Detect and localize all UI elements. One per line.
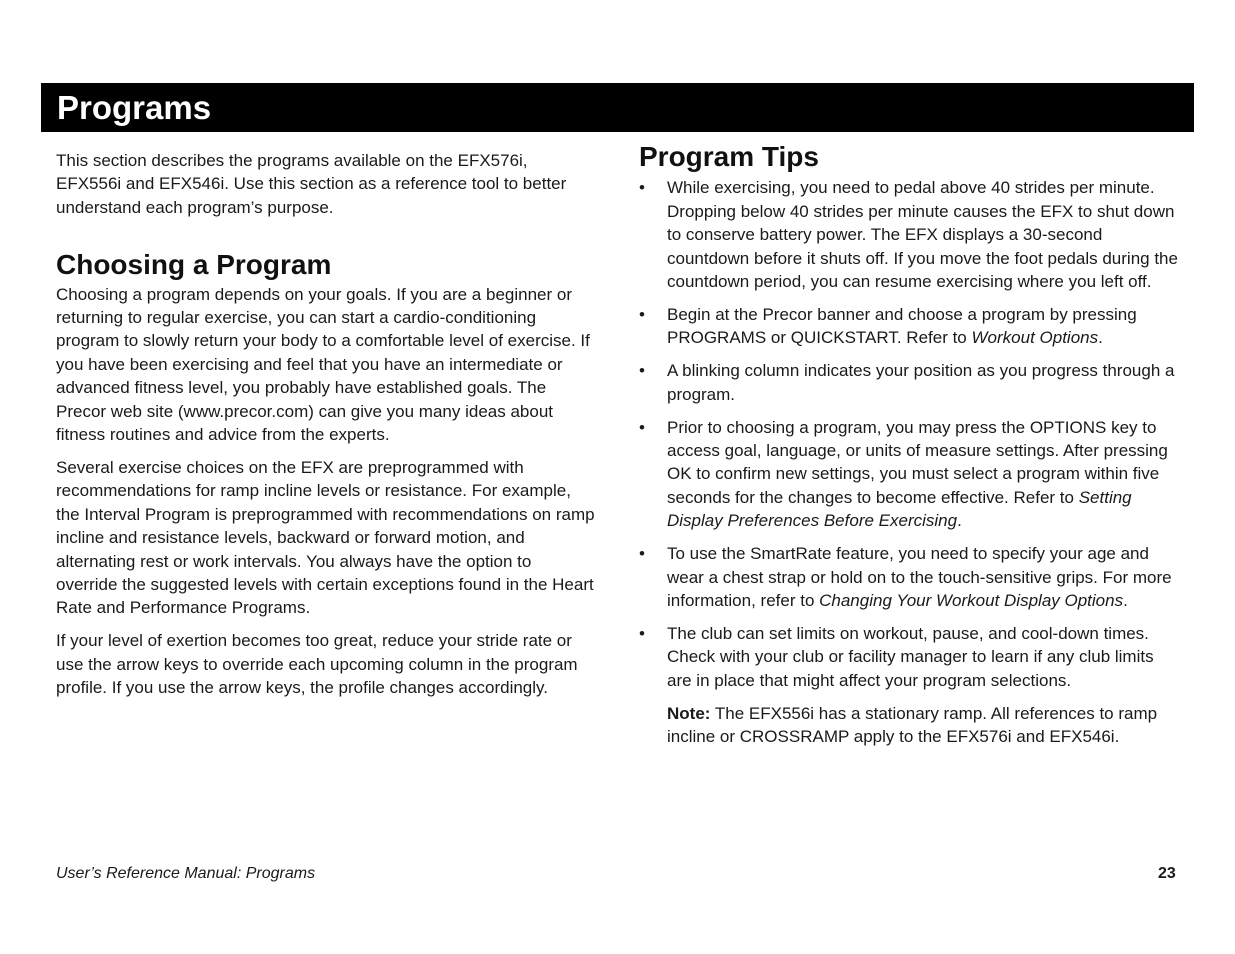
cross-reference: Setting Display Preferences Before Exercising xyxy=(667,487,1132,531)
note-label: Note: xyxy=(667,703,711,723)
bullet-icon: • xyxy=(639,304,645,324)
tips-list xyxy=(639,176,1179,692)
bullet-icon: • xyxy=(639,544,645,564)
list-item: • Begin at the Precor banner and choose a program by pressing PROGRAMS or QUICKSTART. Refer to Workout Options. xyxy=(639,304,1137,348)
list-item: • To use the SmartRate feature, you need to specify your age and wear a chest strap or hold on to the touch-sensitive grips. For more information, refer to Changing Your Workout Display Options. xyxy=(639,544,1172,610)
bullet-icon: • xyxy=(639,623,645,643)
paragraph: If your level of exertion becomes too great, reduce your stride rate or use the arrow keys to override each upcoming column in the program profile. If you use the arrow keys, the profile changes accordingly. xyxy=(56,631,578,698)
note: Note: The EFX556i has a stationary ramp. All references to ramp incline or CROSSRAMP apply to the EFX576i and EFX546i. xyxy=(667,703,1158,746)
cross-reference: Changing Your Workout Display Options xyxy=(819,590,1124,610)
title-bar xyxy=(41,83,1194,132)
list-item: • Prior to choosing a program, you may press the OPTIONS key to access goal, language, or units of measure settings. After pressing OK to confirm new settings, you must select a program within five seconds for the changes to become effective. Refer to Setting Display Preferences Before Exercising. xyxy=(639,417,1168,531)
right-column xyxy=(639,141,1179,758)
choosing-heading: Choosing a Program xyxy=(56,249,332,281)
paragraph: Choosing a program depends on your goals. If you are a beginner or returning to regular exercise, you can start a cardio-conditioning program to slowly return your body to a comfortable level of exercise. If you have been exercising and feel that you have an intermediate or advanced fitness level, you probably have established goals. The Precor web site (www.precor.com) can give you many ideas about fitness routines and advice from the experts. xyxy=(56,284,590,445)
bullet-icon: • xyxy=(639,361,645,381)
bullet-icon: • xyxy=(639,178,645,198)
tips-heading: Program Tips xyxy=(639,141,819,172)
list-item: • A blinking column indicates your position as you progress through a program. xyxy=(639,361,1175,404)
page-title: Programs xyxy=(57,89,212,126)
page-number: 23 xyxy=(1158,865,1176,882)
intro-paragraph: This section describes the programs available on the EFX576i, EFX556i and EFX546i. Use this section as a reference tool to better understand each program’s purpose. xyxy=(56,151,567,217)
footer-title: User’s Reference Manual: Programs xyxy=(56,865,316,882)
list-item: • While exercising, you need to pedal above 40 strides per minute. Dropping below 40 strides per minute causes the EFX to shut down to conserve battery power. The EFX displays a 30-second countdown before it shuts off. If you move the foot pedals during the countdown period, you can resume exercising where you left off. xyxy=(639,178,1178,292)
list-item: • The club can set limits on workout, pause, and cool-down times. Check with your club or facility manager to learn if any club limits are in place that might affect your program selections. xyxy=(639,623,1154,690)
left-column xyxy=(56,149,596,709)
paragraph: Several exercise choices on the EFX are preprogrammed with recommendations for ramp incline levels or resistance. For example, the Interval Program is preprogrammed with recommendations on ramp incline and resistance levels, backward or forward motion, and alternating rest or work intervals. You always have the option to override the suggested levels with certain exceptions found in the Heart Rate and Performance Programs. xyxy=(56,457,595,618)
bullet-icon: • xyxy=(639,417,645,437)
cross-reference: Workout Options xyxy=(971,328,1099,348)
